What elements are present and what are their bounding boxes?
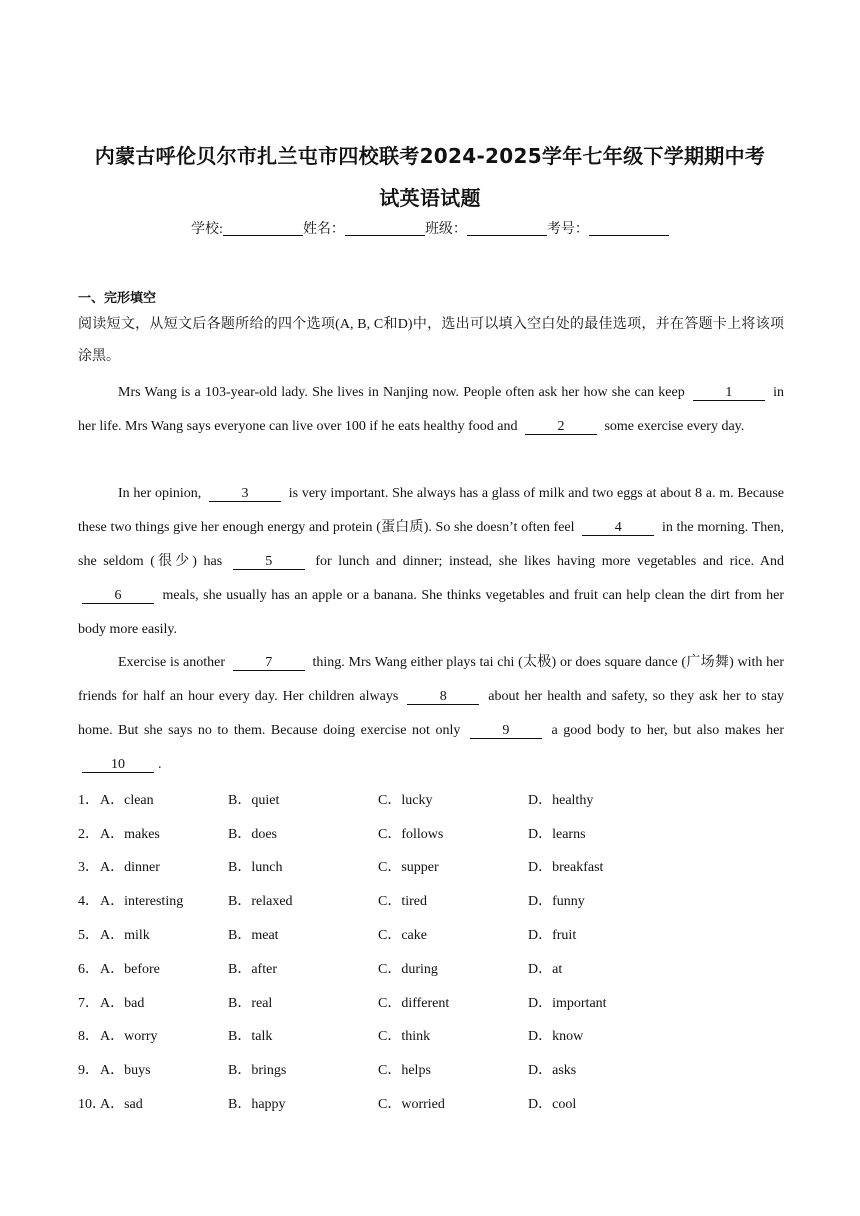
question-options-list	[78, 782, 784, 1120]
option-a[interactable]: A．interesting	[100, 894, 184, 910]
exam-number-blank[interactable]	[589, 221, 669, 236]
option-a[interactable]: A．milk	[100, 928, 150, 944]
option-c[interactable]: C．supper	[378, 860, 439, 876]
cloze-blank[interactable]: 2	[525, 420, 597, 435]
passage-text: in the morning. Then, she seldom (很少) has	[78, 520, 784, 569]
option-b[interactable]: B．brings	[228, 1063, 287, 1079]
option-b[interactable]: B．lunch	[228, 860, 283, 876]
passage-text: meals, she usually has an apple or a banana. She thinks vegetables and fruit can help clean the dirt from her body more easily.	[78, 588, 784, 637]
name-label: 姓名：	[302, 222, 345, 237]
section-heading: 一、完形填空	[78, 291, 157, 306]
option-a[interactable]: A．sad	[100, 1097, 143, 1113]
cloze-blank[interactable]: 8	[407, 690, 479, 705]
option-b[interactable]: B．talk	[228, 1029, 273, 1045]
passage-paragraph-3	[78, 646, 784, 782]
option-b[interactable]: B．meat	[228, 928, 279, 944]
school-blank[interactable]	[223, 221, 303, 236]
class-blank[interactable]	[467, 221, 547, 236]
option-a[interactable]: A．clean	[100, 792, 154, 808]
question-number: 6．	[78, 961, 99, 977]
option-b[interactable]: B．real	[228, 995, 273, 1011]
section-instruction: 阅读短文，从短文后各题所给的四个选项(A, B, C和D)中，选出可以填入空白处的最佳选项，并在答题卡上将该项涂黑。	[78, 317, 784, 364]
option-c[interactable]: C．follows	[378, 826, 444, 842]
option-a[interactable]: A．worry	[100, 1029, 158, 1045]
question-row	[78, 782, 784, 816]
question-row	[78, 951, 784, 985]
option-d[interactable]: D．important	[528, 995, 607, 1011]
question-row	[78, 883, 784, 917]
option-c[interactable]: C．during	[378, 961, 438, 977]
option-c[interactable]: C．think	[378, 1029, 431, 1045]
passage-text: a good body to her, but also makes her	[545, 723, 784, 738]
page-title: 内蒙古呼伦贝尔市扎兰屯市四校联考2024-2025学年七年级下学期期中考	[94, 144, 766, 168]
question-row	[78, 1052, 784, 1086]
cloze-blank[interactable]: 10	[82, 758, 154, 773]
option-c[interactable]: C．lucky	[378, 792, 433, 808]
question-row	[78, 850, 784, 884]
cloze-blank[interactable]: 7	[233, 656, 305, 671]
school-label: 学校:	[191, 222, 223, 237]
option-d[interactable]: D．cool	[528, 1097, 577, 1113]
option-d[interactable]: D．funny	[528, 894, 585, 910]
option-b[interactable]: B．after	[228, 961, 277, 977]
option-a[interactable]: A．before	[100, 961, 160, 977]
passage-text: .	[158, 757, 162, 772]
question-number: 8．	[78, 1029, 99, 1045]
cloze-blank[interactable]: 6	[82, 589, 154, 604]
name-blank[interactable]	[345, 221, 425, 236]
cloze-blank[interactable]: 5	[233, 555, 305, 570]
option-a[interactable]: A．dinner	[100, 860, 160, 876]
question-number: 4．	[78, 894, 99, 910]
question-number: 7．	[78, 995, 99, 1011]
option-b[interactable]: B．relaxed	[228, 894, 293, 910]
option-c[interactable]: C．worried	[378, 1097, 445, 1113]
question-number: 3．	[78, 860, 99, 876]
option-d[interactable]: D．fruit	[528, 928, 577, 944]
option-d[interactable]: D．asks	[528, 1063, 577, 1079]
page-title-continued: 试英语试题	[379, 186, 481, 210]
passage-text: for lunch and dinner; instead, she likes having more vegetables and rice. And	[308, 554, 784, 569]
cloze-blank[interactable]: 9	[470, 724, 542, 739]
question-row	[78, 917, 784, 951]
option-d[interactable]: D．learns	[528, 826, 586, 842]
option-d[interactable]: D．breakfast	[528, 860, 604, 876]
passage-paragraph-2	[78, 477, 784, 647]
option-a[interactable]: A．bad	[100, 995, 145, 1011]
question-number: 5．	[78, 928, 99, 944]
passage-text: about her health and safety, so they ask her to stay home. But she says no to them. Because doing exercise not only	[78, 689, 785, 738]
passage-text: is very important. She always has a glass of milk and two eggs at about 8 a. m. Because these two things give her enough energy and protein (蛋白质). So she doesn’t often feel	[78, 486, 784, 535]
option-d[interactable]: D．know	[528, 1029, 584, 1045]
option-a[interactable]: A．buys	[100, 1063, 151, 1079]
passage-text: thing. Mrs Wang either plays tai chi (太极) or does square dance (广场舞) with her friends for half an hour every day. Her children always	[78, 655, 784, 704]
question-row	[78, 816, 784, 850]
option-d[interactable]: D．at	[528, 961, 563, 977]
passage-paragraph-1	[78, 376, 784, 444]
passage-text: In her opinion,	[118, 486, 206, 501]
option-d[interactable]: D．healthy	[528, 792, 594, 808]
question-row	[78, 1086, 784, 1120]
passage-text: Exercise is another	[118, 655, 229, 670]
option-c[interactable]: C．different	[378, 995, 450, 1011]
cloze-blank[interactable]: 3	[209, 487, 281, 502]
option-c[interactable]: C．cake	[378, 928, 427, 944]
option-b[interactable]: B．happy	[228, 1097, 286, 1113]
question-number: 10．	[78, 1097, 106, 1113]
cloze-blank[interactable]: 4	[582, 521, 654, 536]
exam-number-label: 考号：	[546, 222, 589, 237]
question-number: 2．	[78, 826, 99, 842]
cloze-blank[interactable]: 1	[693, 386, 765, 401]
option-c[interactable]: C．tired	[378, 894, 427, 910]
question-number: 9．	[78, 1063, 99, 1079]
passage-text: in her life. Mrs Wang says everyone can live over 100 if he eats healthy food and	[78, 385, 784, 434]
option-b[interactable]: B．quiet	[228, 792, 280, 808]
passage-text: Mrs Wang is a 103-year-old lady. She lives in Nanjing now. People often ask her how she can keep	[118, 385, 689, 400]
option-a[interactable]: A．makes	[100, 826, 160, 842]
question-number: 1．	[78, 792, 99, 808]
class-label: 班级：	[424, 222, 467, 237]
question-row	[78, 985, 784, 1019]
student-info-line	[0, 218, 860, 238]
option-b[interactable]: B．does	[228, 826, 277, 842]
option-c[interactable]: C．helps	[378, 1063, 431, 1079]
passage-text: some exercise every day.	[600, 419, 745, 434]
question-row	[78, 1019, 784, 1053]
